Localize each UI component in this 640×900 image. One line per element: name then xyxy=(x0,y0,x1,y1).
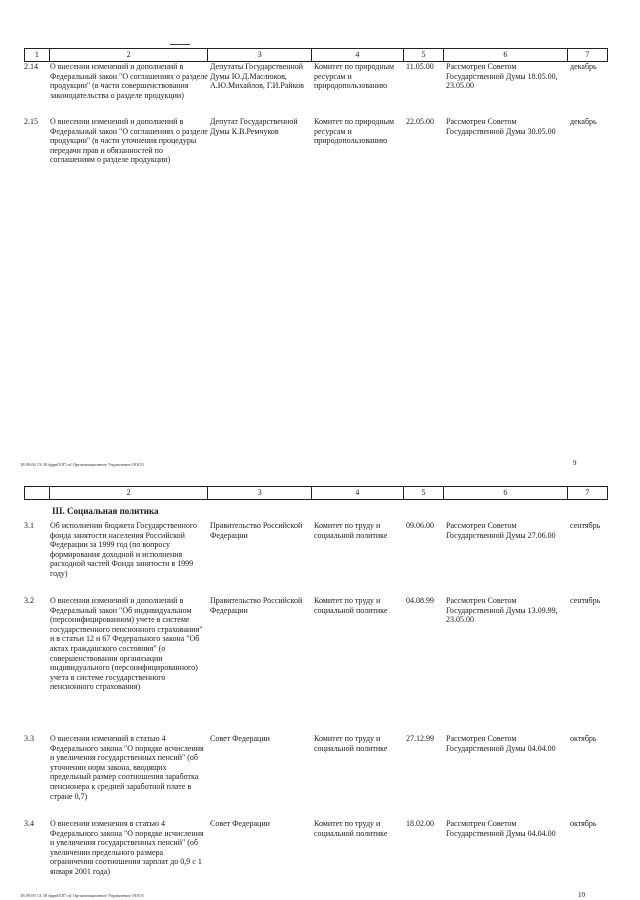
committee: Комитет по труду и социальной политике xyxy=(314,819,388,838)
col-header: 4 xyxy=(311,487,403,499)
table-row xyxy=(24,819,608,877)
initiator: Правительство Российской Федерации xyxy=(210,521,303,540)
page-number: 10 xyxy=(578,891,585,899)
date: 11.05.00 xyxy=(406,62,434,71)
table-row xyxy=(24,596,608,692)
bill-title: О внесении изменений и дополнений в Федеральный закон "О соглашениях о разделе продукции" (в части уточнения процедуры передачи прав и обязанностей по соглашениям о разделе продукции) xyxy=(50,117,208,165)
col-header: 2 xyxy=(49,49,208,61)
bill-title: О внесении изменений в статью 4 Федерального закона "О порядке исчисления и увеличения государственных пенсий" (об уточнении норм закона, вводящих предельный размер соотношения заработка пенсионера к средней заработной плате в стране 0,7) xyxy=(50,734,204,801)
col-header: 6 xyxy=(443,49,566,61)
row-number: 2.14 xyxy=(24,62,38,71)
col-header: 3 xyxy=(207,49,311,61)
status: Рассмотрен Советом Государственной Думы 27.06.00 xyxy=(446,521,556,540)
bill-title: О внесении изменений и дополнений в Федеральный закон "О соглашениях о разделе продукции" (в части совершенствования законодательства о разделе продукции) xyxy=(50,62,208,100)
scan-mark xyxy=(170,44,190,45)
month: декабрь xyxy=(570,117,597,126)
table-row xyxy=(24,117,608,165)
committee: Комитет по труду и социальной политике xyxy=(314,596,388,615)
month: октябрь xyxy=(570,819,597,828)
status: Рассмотрен Советом Государственной Думы 04.04.00 xyxy=(446,734,556,753)
col-header: 4 xyxy=(311,49,403,61)
row-number: 2.15 xyxy=(24,117,38,126)
row-number: 3.1 xyxy=(24,521,34,530)
month: октябрь xyxy=(570,734,597,743)
committee: Комитет по труду и социальной политике xyxy=(314,734,388,753)
col-header xyxy=(24,487,49,499)
col-header: 5 xyxy=(403,49,443,61)
bill-title: О внесении изменений и дополнений в Федеральный закон "Об индивидуальном (персонифицированном) учете в системе государственного пенсионного страхования" и в статьи 12 и 67 Федерального закона "Об актах гражданского состояния" (о совершенствовании организации индивидуального (персонифицированного) учета в системе государственного пенсионного страхования) xyxy=(50,596,203,692)
month: декабрь xyxy=(570,62,597,71)
table-row xyxy=(24,521,608,579)
date: 18.02.00 xyxy=(406,819,434,828)
date: 04.08.99 xyxy=(406,596,434,605)
committee: Комитет по природным ресурсам и природопользованию xyxy=(314,62,395,91)
table-row xyxy=(24,62,608,100)
col-header: 3 xyxy=(207,487,311,499)
committee: Комитет по труду и социальной политике xyxy=(314,521,388,540)
row-number: 3.3 xyxy=(24,734,34,743)
bill-title: О внесении изменения в статью 4 Федерального закона "О порядке исчисления и увеличения государственных пенсий" (об увеличении предельного размера ограничения соотношения зарплат до 0,9 с 1 января 2001 года) xyxy=(50,819,204,876)
initiator: Совет Федерации xyxy=(210,819,270,828)
status: Рассмотрен Советом Государственной Думы 18.05.00, 23.05.00 xyxy=(446,62,558,91)
initiator: Депутат Государственной Думы К.В.Ремчуков xyxy=(210,117,298,136)
col-header: 2 xyxy=(49,487,208,499)
table-row xyxy=(24,734,608,801)
table-header-2 xyxy=(24,486,608,500)
section-title: III. Социальная политика xyxy=(52,506,159,516)
status: Рассмотрен Советом Государственной Думы 13.09.99, 23.05.00 xyxy=(446,596,558,625)
month: сентябрь xyxy=(570,521,601,530)
page-footer: 18.09.00 13:39 dppn0187.rtf Организационное Управление ООО3 xyxy=(20,462,144,467)
month: сентябрь xyxy=(570,596,601,605)
page-footer: 18.09.00 13:39 dppn0187.rtf Организационное Управление ООО3 xyxy=(20,893,144,898)
initiator: Правительство Российской Федерации xyxy=(210,596,303,615)
committee: Комитет по природным ресурсам и природопользованию xyxy=(314,117,395,146)
row-number: 3.4 xyxy=(24,819,34,828)
col-header: 7 xyxy=(567,49,608,61)
row-number: 3.2 xyxy=(24,596,34,605)
date: 27.12.99 xyxy=(406,734,434,743)
initiator: Депутаты Государственной Думы Ю.Д.Маслюков, А.Ю.Михайлов, Г.И.Райков xyxy=(210,62,304,91)
status: Рассмотрен Советом Государственной Думы 04.04.00 xyxy=(446,819,556,838)
initiator: Совет Федерации xyxy=(210,734,270,743)
col-header: 1 xyxy=(24,49,49,61)
date: 22.05.00 xyxy=(406,117,434,126)
page-number: 9 xyxy=(573,459,577,467)
date: 09.06.00 xyxy=(406,521,434,530)
col-header: 7 xyxy=(567,487,608,499)
status: Рассмотрен Советом Государственной Думы 30.05.00 xyxy=(446,117,556,136)
bill-title: Об исполнении бюджета Государственного фонда занятости населения Российской Федерации за 1999 год (по вопросу формирования доходной и исполнения расходной частей Фонда занятости в 1999 году) xyxy=(50,521,198,578)
col-header: 6 xyxy=(443,487,566,499)
table-header-1 xyxy=(24,48,608,62)
col-header: 5 xyxy=(403,487,443,499)
